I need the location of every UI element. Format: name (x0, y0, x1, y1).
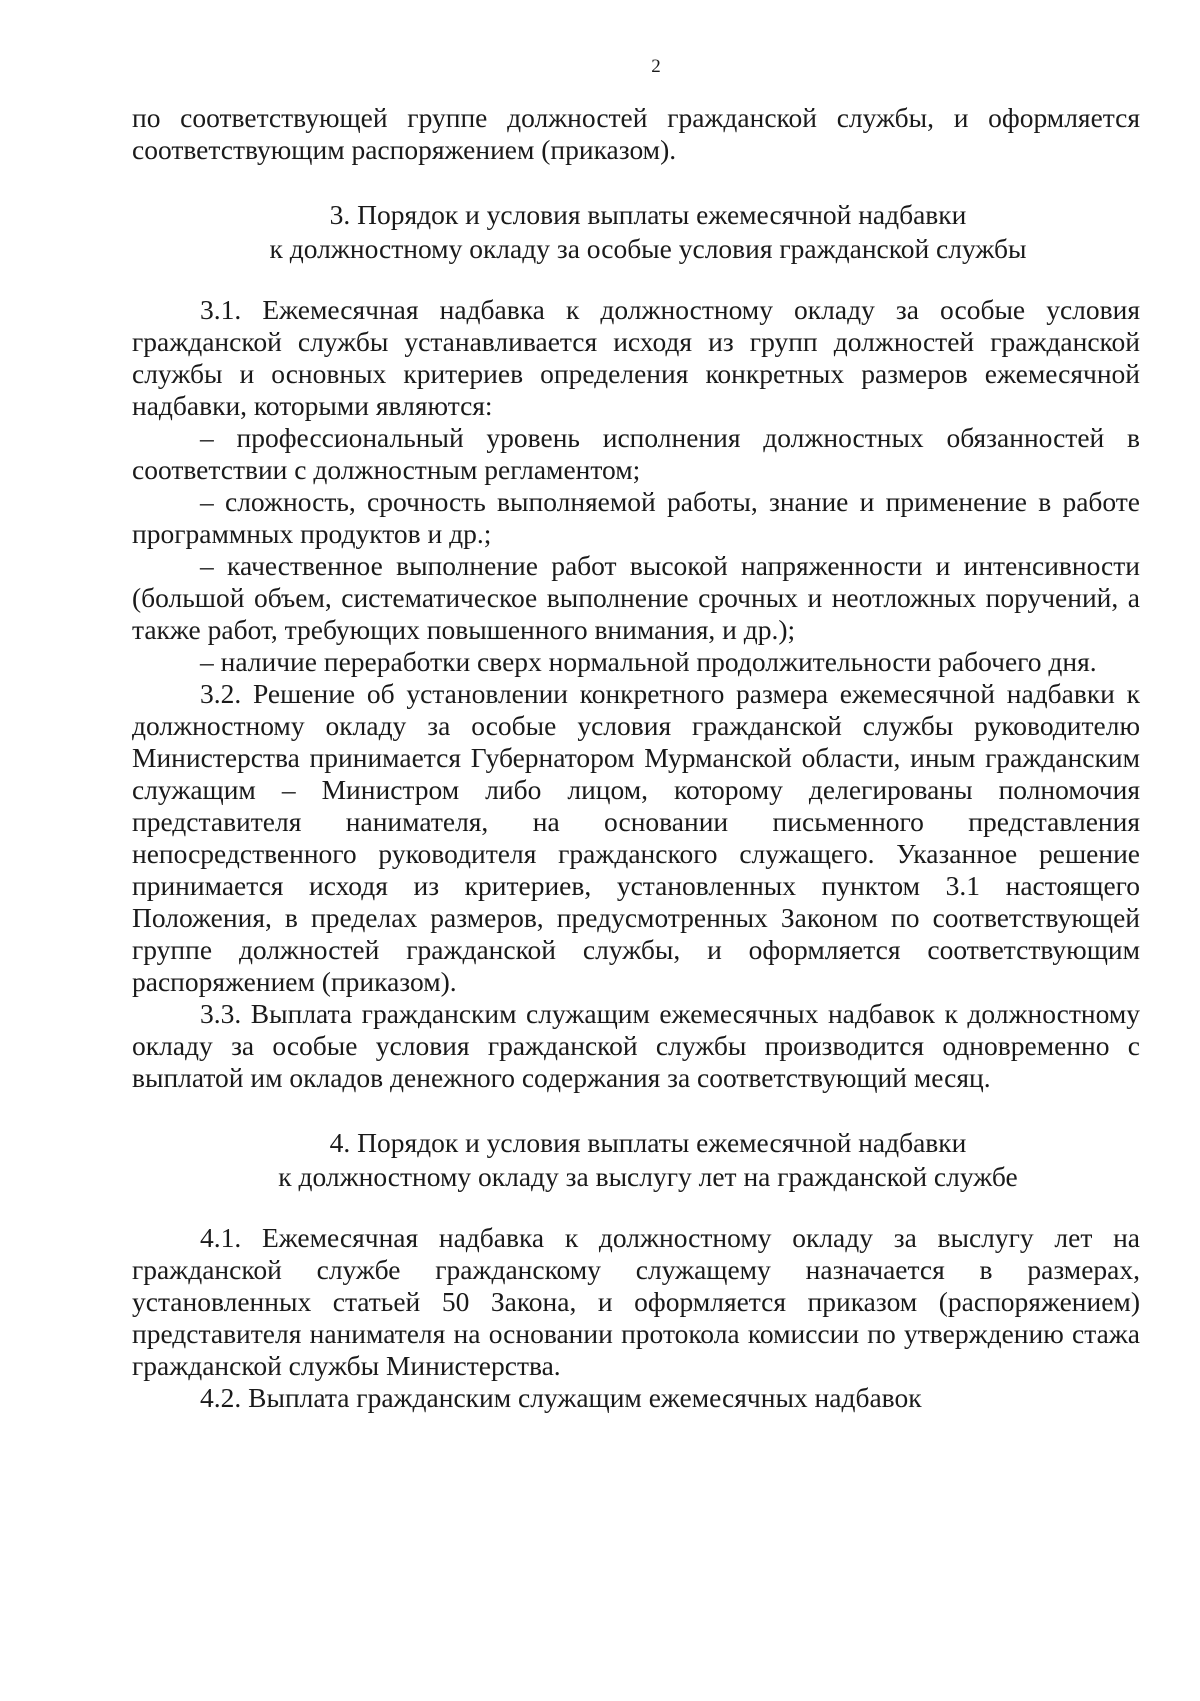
section-4-heading-line-2: к должностному окладу за выслугу лет на гражданской службе (278, 1161, 1018, 1192)
paragraph-4-1: 4.1. Ежемесячная надбавка к должностному окладу за выслугу лет на гражданской службе гражданскому служащему назначается в размерах, установленных статьей 50 Закона, и оформляется приказом (распоряжением) представителя нанимателя на основании протокола комиссии по утверждению стажа гражданской службы Министерства. (132, 1222, 1140, 1381)
section-3-heading (132, 198, 1140, 266)
section-3-heading-line-1: 3. Порядок и условия выплаты ежемесячной надбавки (329, 199, 967, 230)
page-number: 2 (651, 56, 661, 77)
section-4-heading-line-1: 4. Порядок и условия выплаты ежемесячной надбавки (329, 1127, 967, 1158)
list-item-professional-level: – профессиональный уровень исполнения должностных обязанностей в соответствии с должностным регламентом; (132, 422, 1140, 485)
paragraph-3-3: 3.3. Выплата гражданским служащим ежемесячных надбавок к должностному окладу за особые условия гражданской службы производится одновременно с выплатой им окладов денежного содержания за соответствующий месяц. (132, 998, 1140, 1093)
section-4-heading (132, 1126, 1140, 1194)
paragraph-3-1: 3.1. Ежемесячная надбавка к должностному окладу за особые условия гражданской службы устанавливается исходя из групп должностей гражданской службы и основных критериев определения конкретных размеров ежемесячной надбавки, которыми являются: (132, 294, 1140, 421)
paragraph-3-2: 3.2. Решение об установлении конкретного размера ежемесячной надбавки к должностному окладу за особые условия гражданской службы руководителю Министерства принимается Губернатором Мурманской области, иным гражданским служащим – Министром либо лицом, которому делегированы полномочия представителя нанимателя, на основании письменного представления непосредственного руководителя гражданского служащего. Указанное решение принимается исходя из критериев, установленных пунктом 3.1 настоящего Положения, в пределах размеров, предусмотренных Законом по соответствующей группе должностей гражданской службы, и оформляется соответствующим распоряжением (приказом). (132, 678, 1140, 997)
list-item-overtime: – наличие переработки сверх нормальной продолжительности рабочего дня. (200, 646, 1097, 677)
list-item-complexity: – сложность, срочность выполняемой работы, знание и применение в работе программных продуктов и др.; (132, 486, 1140, 549)
paragraph-continuation: по соответствующей группе должностей гражданской службы, и оформляется соответствующим распоряжением (приказом). (132, 102, 1140, 165)
list-item-quality: – качественное выполнение работ высокой напряженности и интенсивности (большой объем, систематическое выполнение срочных и неотложных поручений, а также работ, требующих повышенного внимания, и др.); (132, 550, 1140, 645)
paragraph-4-2: 4.2. Выплата гражданским служащим ежемесячных надбавок (200, 1382, 922, 1413)
section-3-heading-line-2: к должностному окладу за особые условия гражданской службы (269, 233, 1027, 264)
